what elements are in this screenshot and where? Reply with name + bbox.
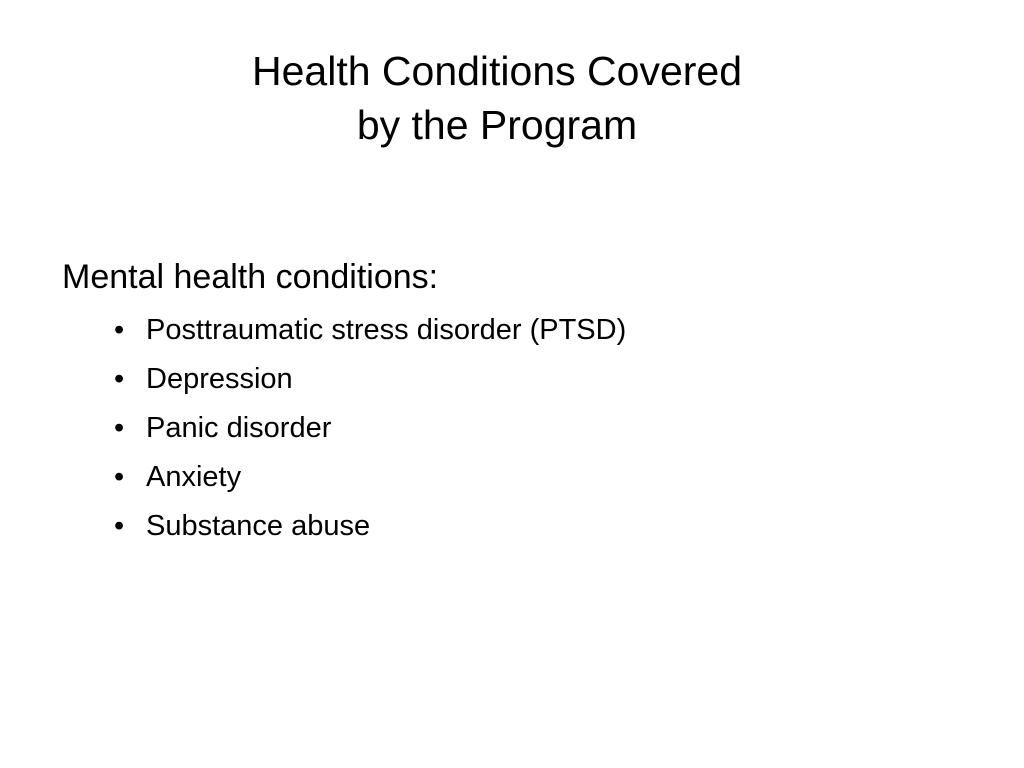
list-item-text: Substance abuse	[146, 510, 371, 542]
bullet-icon: •	[114, 412, 125, 444]
list-item-text: Anxiety	[146, 461, 242, 493]
slide-title-line-1: Health Conditions Covered	[252, 48, 742, 94]
slide-body	[62, 254, 962, 551]
list-item-text: Posttraumatic stress disorder (PTSD)	[146, 314, 627, 346]
list-item	[114, 306, 962, 355]
bullet-icon: •	[114, 510, 125, 542]
bullet-icon: •	[114, 314, 125, 346]
list-item-text: Depression	[146, 363, 293, 395]
section-heading: Mental health conditions:	[62, 258, 439, 296]
list-item-text: Panic disorder	[146, 412, 332, 444]
list-item	[114, 453, 962, 502]
list-item	[114, 355, 962, 404]
bullet-icon: •	[114, 363, 125, 395]
slide-title	[0, 44, 994, 152]
bullet-icon: •	[114, 461, 125, 493]
bullet-list	[62, 306, 962, 551]
slide-title-line-2: by the Program	[356, 102, 638, 148]
list-item	[114, 404, 962, 453]
list-item	[114, 502, 962, 551]
